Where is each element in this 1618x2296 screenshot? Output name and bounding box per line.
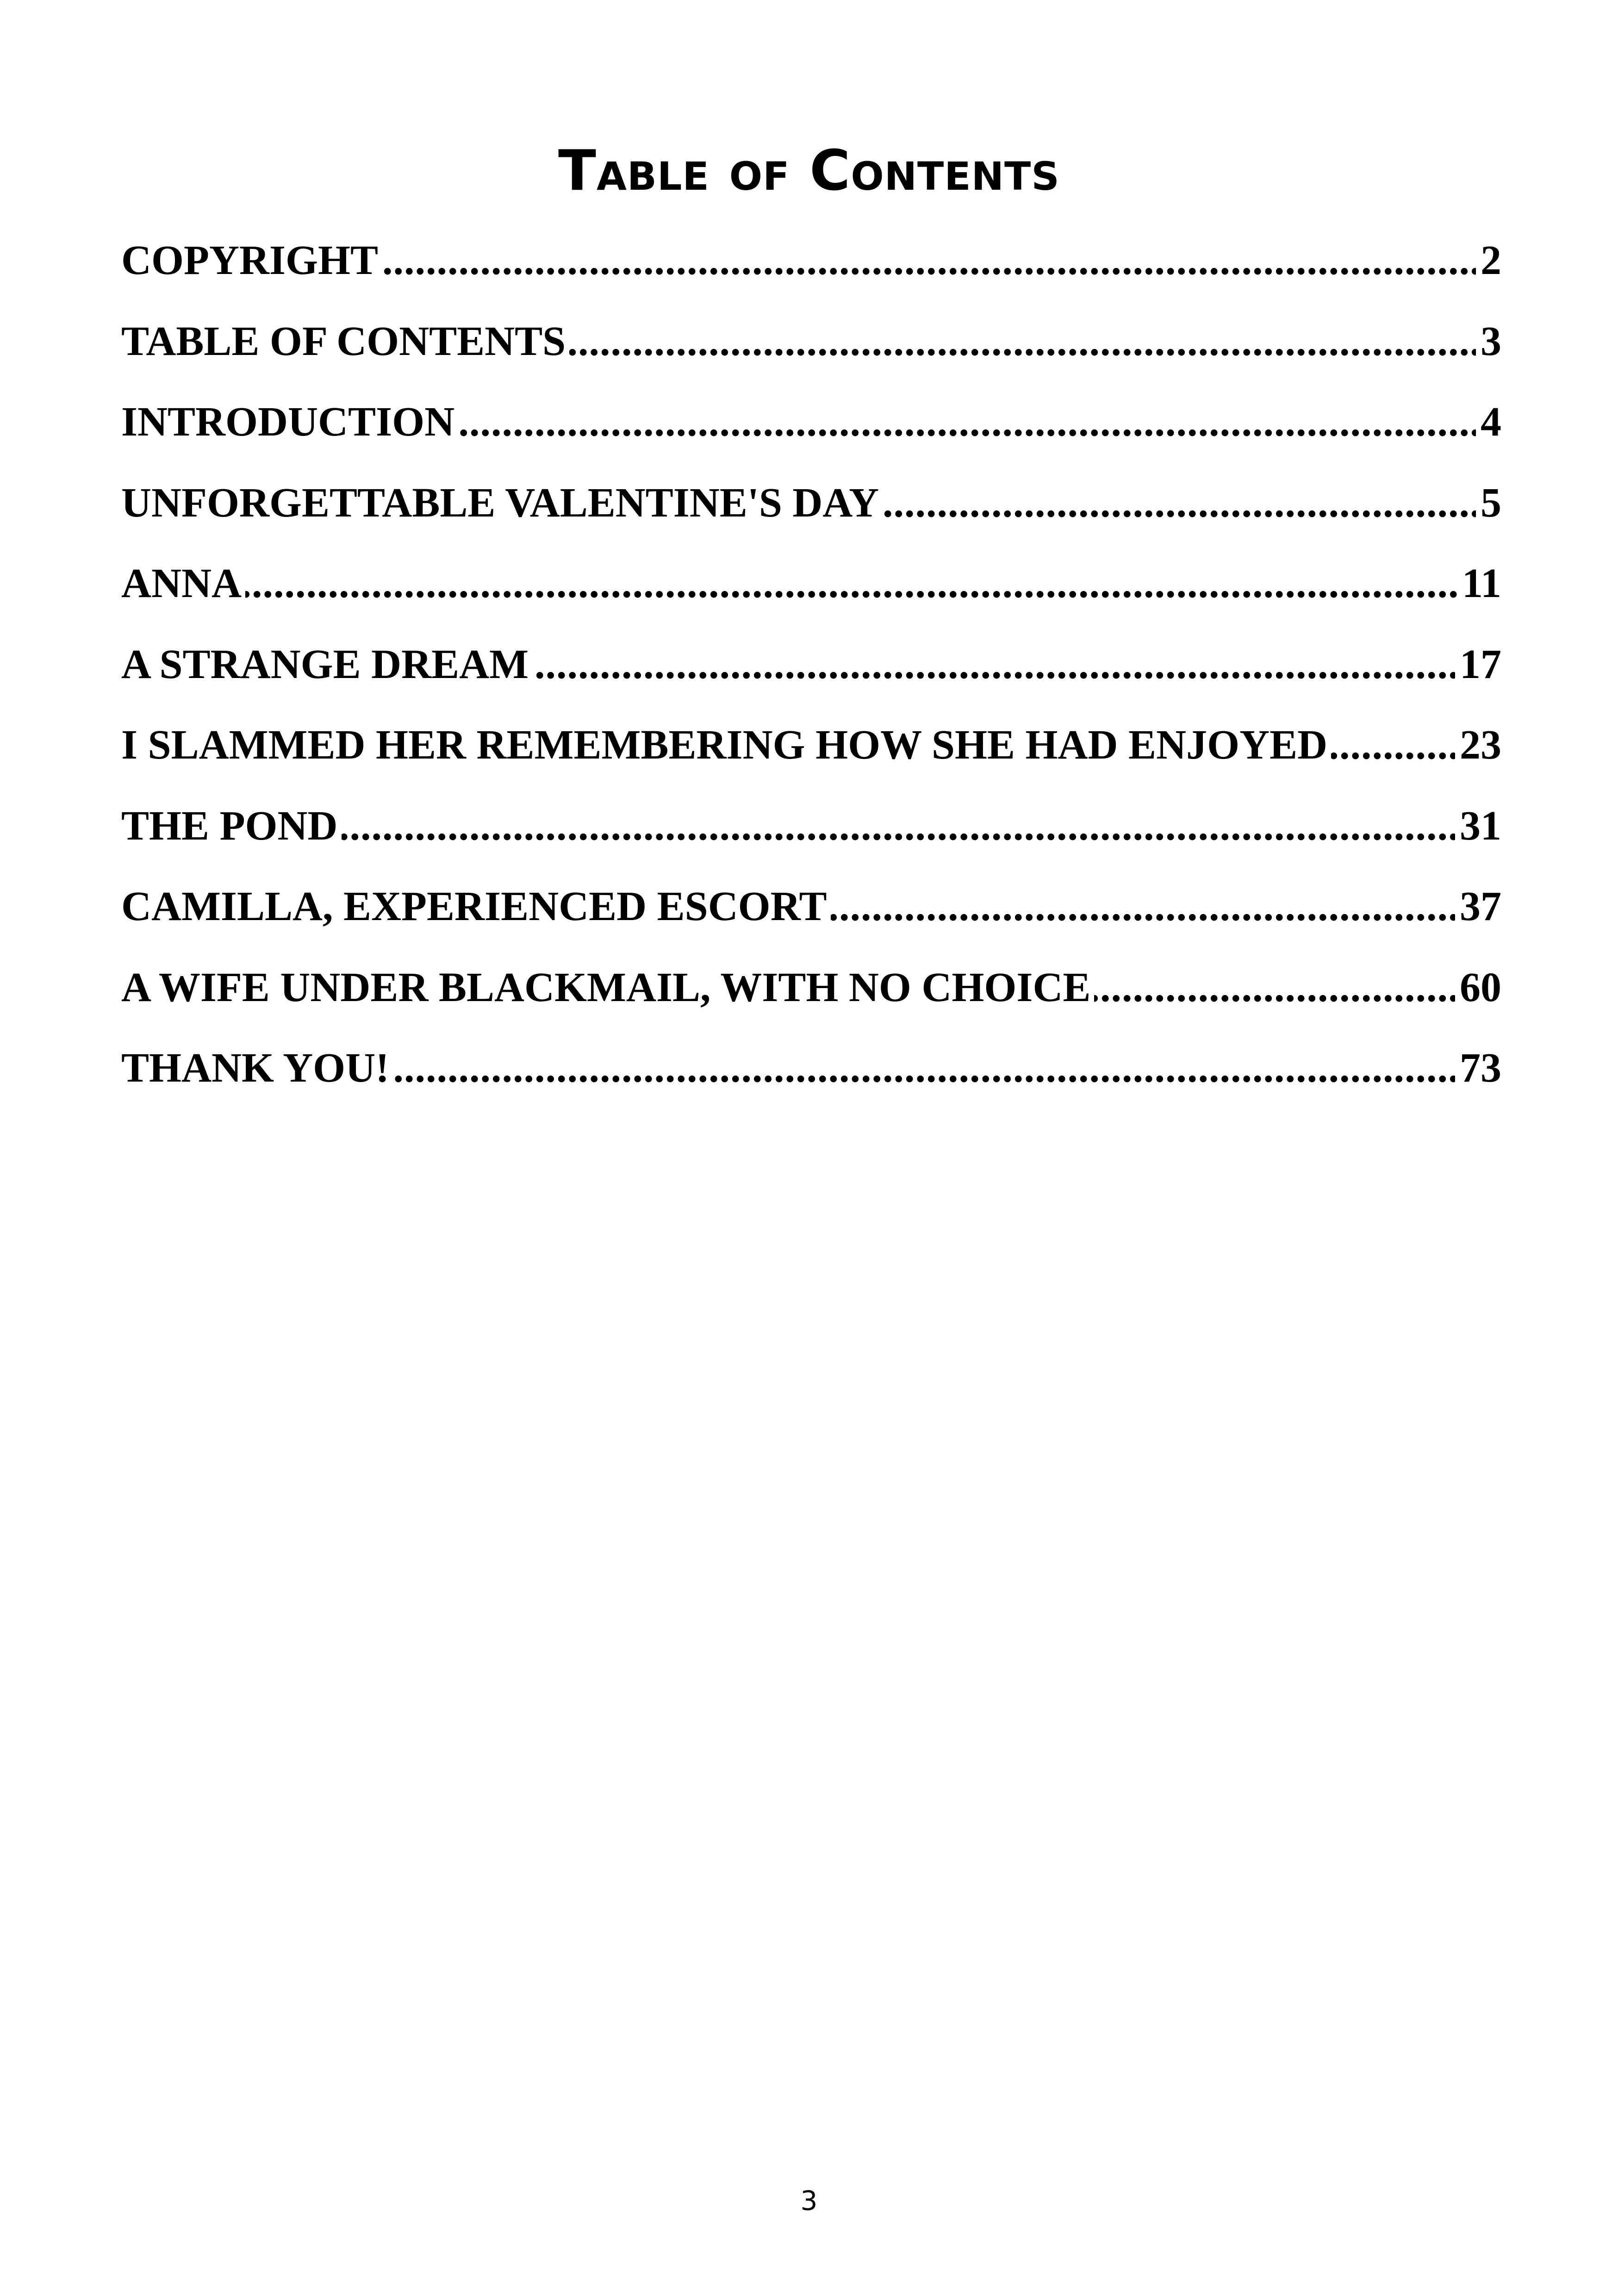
toc-entry-label: I SLAMMED HER REMEMBERING HOW SHE HAD ENJOYED — [121, 722, 1331, 768]
toc-entry-label: THE POND — [121, 803, 342, 849]
toc-entry-label: TABLE OF CONTENTS — [121, 318, 569, 364]
toc-entry-page-number: 31 — [1455, 799, 1501, 853]
toc-entry-page-number: 60 — [1455, 961, 1501, 1014]
toc-entry-page-number: 37 — [1455, 880, 1501, 933]
toc-entry-page-number: 11 — [1457, 557, 1501, 610]
toc-entry-page-number: 2 — [1476, 234, 1501, 287]
page-number: 3 — [800, 2185, 818, 2216]
toc-entry-label: INTRODUCTION — [121, 399, 458, 445]
toc-entry[interactable] — [121, 557, 1501, 638]
toc-entry-page-number: 23 — [1455, 718, 1501, 772]
toc-entry-label: COPYRIGHT — [121, 237, 382, 283]
toc-entry-label: CAMILLA, EXPERIENCED ESCORT — [121, 884, 831, 929]
toc-entry-label: UNFORGETTABLE VALENTINE'S DAY — [121, 480, 883, 526]
toc-entry-label: ANNA — [121, 560, 245, 606]
toc-entry[interactable] — [121, 880, 1501, 961]
toc-entry[interactable] — [121, 718, 1501, 799]
table-of-contents-list — [121, 234, 1501, 1122]
toc-entry[interactable] — [121, 638, 1501, 719]
toc-entry-page-number: 4 — [1476, 395, 1501, 449]
toc-entry[interactable] — [121, 799, 1501, 880]
toc-entry[interactable] — [121, 961, 1501, 1042]
dot-leader — [121, 557, 1501, 610]
toc-entry[interactable] — [121, 395, 1501, 476]
toc-entry-label: A STRANGE DREAM — [121, 641, 532, 687]
toc-entry-label: A WIFE UNDER BLACKMAIL, WITH NO CHOICE — [121, 964, 1094, 1010]
toc-entry-page-number: 3 — [1476, 315, 1501, 368]
toc-entry-page-number: 17 — [1455, 638, 1501, 691]
toc-entry[interactable] — [121, 1041, 1501, 1122]
toc-entry-label: THANK YOU! — [121, 1045, 393, 1091]
page-title: Table of Contents — [558, 139, 1060, 204]
toc-entry-page-number: 73 — [1455, 1041, 1501, 1095]
toc-entry[interactable] — [121, 476, 1501, 557]
toc-entry[interactable] — [121, 315, 1501, 396]
toc-entry[interactable] — [121, 234, 1501, 315]
toc-entry-page-number: 5 — [1476, 476, 1501, 530]
